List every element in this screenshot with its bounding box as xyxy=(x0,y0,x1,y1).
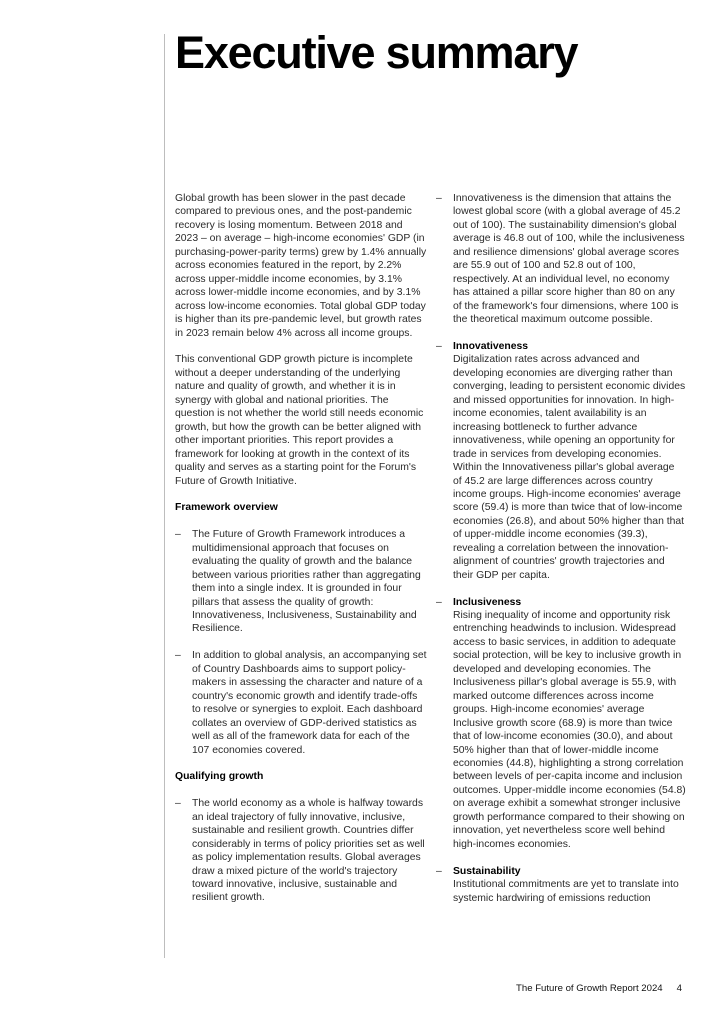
dash-bullet: – xyxy=(436,865,442,877)
list-item-text: The world economy as a whole is halfway towards an ideal trajectory of fully innovative, inclusive, sustainable and resilient growth. Countries differ considerably in terms of policy priorities set as well as policy implementation results. Global averages draw a mixed picture of the world's trajectory toward innovative, inclusive, sustainable and resilient growth. xyxy=(192,798,425,904)
sustainability-heading: Sustainability xyxy=(453,865,521,877)
framework-list xyxy=(175,528,427,757)
framework-overview-heading: Framework overview xyxy=(175,502,278,514)
list-item-text: Institutional commitments are yet to translate into systemic hardwiring of emissions reduction xyxy=(453,879,679,904)
list-item-text: The Future of Growth Framework introduces a multidimensional approach that focuses on evaluating the quality of growth and the balance between various priorities rather than aggregating them into a single index. It is grounded in four pillars that assess the quality of growth: Innovativeness, Inclusiveness, Sustainability and Resilience. xyxy=(192,529,421,635)
dash-bullet: – xyxy=(175,650,181,662)
list-item xyxy=(436,596,686,852)
innovativeness-heading: Innovativeness xyxy=(453,340,529,352)
dash-bullet: – xyxy=(436,193,442,204)
list-item xyxy=(436,192,686,327)
dash-bullet: – xyxy=(175,529,181,541)
page-number: 4 xyxy=(676,983,682,994)
list-item xyxy=(175,528,427,636)
page-title: Executive summary xyxy=(175,27,578,78)
intro-paragraph-2: This conventional GDP growth picture is incomplete without a deeper understanding of the underlying nature and quality of growth, and whether it is in synergy with global and national priorities. The question is not whether the world still needs economic growth, but how the growth can be better aligned with other important priorities. This report provides a framework for looking at growth in the context of its quality and serves as a starting point for the Forum's Future of Growth Initiative. xyxy=(175,354,424,487)
list-item-text: Innovativeness is the dimension that attains the lowest global score (with a global average of 45.2 out of 100). The sustainability dimension's global average is 46.8 out of 100, while the inclusiveness and resilience dimensions' global average scores are 55.9 out of 100 and 52.8 out of 100, respectively. At an individual level, no economy has attained a pillar score higher than 80 on any of the framework's four dimensions, where 100 is the theoretical maximum outcome possible. xyxy=(453,193,685,326)
qualifying-growth-heading: Qualifying growth xyxy=(175,771,264,783)
left-column xyxy=(175,192,427,918)
pillar-list xyxy=(436,192,686,905)
footer-report-title: The Future of Growth Report 2024 xyxy=(516,983,663,994)
vertical-rule xyxy=(164,34,165,958)
list-item xyxy=(436,340,686,582)
right-column xyxy=(436,192,686,918)
list-item-text: In addition to global analysis, an accompanying set of Country Dashboards aims to support policy-makers in assessing the character and nature of a country's economic growth and identify trade-offs to resolve or synergies to exploit. Each dashboard collates an overview of GDP-derived statistics as well as all of the framework data for each of the 107 economies covered. xyxy=(192,650,427,756)
list-item xyxy=(175,797,427,905)
list-item xyxy=(175,649,427,757)
intro-paragraph-1: Global growth has been slower in the past decade compared to previous ones, and the post-pandemic recovery is losing momentum. Between 2018 and 2023 – on average – high-income economies' GDP (in purchasing-power-parity terms) grew by 1.4% annually across economies featured in the report, by 2.2% across upper-middle income economies, by 3.1% across lower-middle income economies, and by 3.1% across low-income economies. Total global GDP today is higher than its pre-pandemic level, but growth rates in 2023 remain below 4% across all income groups. xyxy=(175,193,427,339)
dash-bullet: – xyxy=(436,340,442,352)
page-footer xyxy=(516,983,682,994)
dash-bullet: – xyxy=(436,596,442,608)
dash-bullet: – xyxy=(175,798,181,810)
list-item-text: Digitalization rates across advanced and developing economies are diverging rather than converging, leading to persistent economic divides and missed opportunities for innovation. In high-income economies, talent availability is an increasing bottleneck to further advance innovativeness, while opening an opportunity for trade in services from developing economies. Within the Innovativeness pillar's global average of 45.2 are large differences across country income groups. High-income economies' average score (59.4) is more than twice that of low-income economies (26.8), and about 50% higher than that of upper-middle income economies (39.3), revealing a correlation between the innovation-alignment of countries' growth trajectories and their GDP per capita. xyxy=(453,354,686,581)
inclusiveness-heading: Inclusiveness xyxy=(453,596,522,608)
list-item-text: Rising inequality of income and opportunity risk entrenching headwinds to inclusion. Widespread access to basic services, in addition to adequate social protection, will be key to inclusive growth in developed and developing economies. The Inclusiveness pillar's global average is 55.9, with marked outcome differences across income groups. High-income economies' average Inclusive growth score (68.9) is more than twice that of low-income economies (30.0), and about 50% higher than that of lower-middle income economies (44.8), highlighting a strong correlation between levels of per-capita income and inclusion outcomes. Upper-middle income economies (54.8) on average exhibit a somewhat stronger inclusive growth performance compared to their showing on innovation, yet nevertheless score well behind high-incomes economies. xyxy=(453,610,686,850)
list-item xyxy=(436,865,686,905)
qualifying-list xyxy=(175,797,427,905)
